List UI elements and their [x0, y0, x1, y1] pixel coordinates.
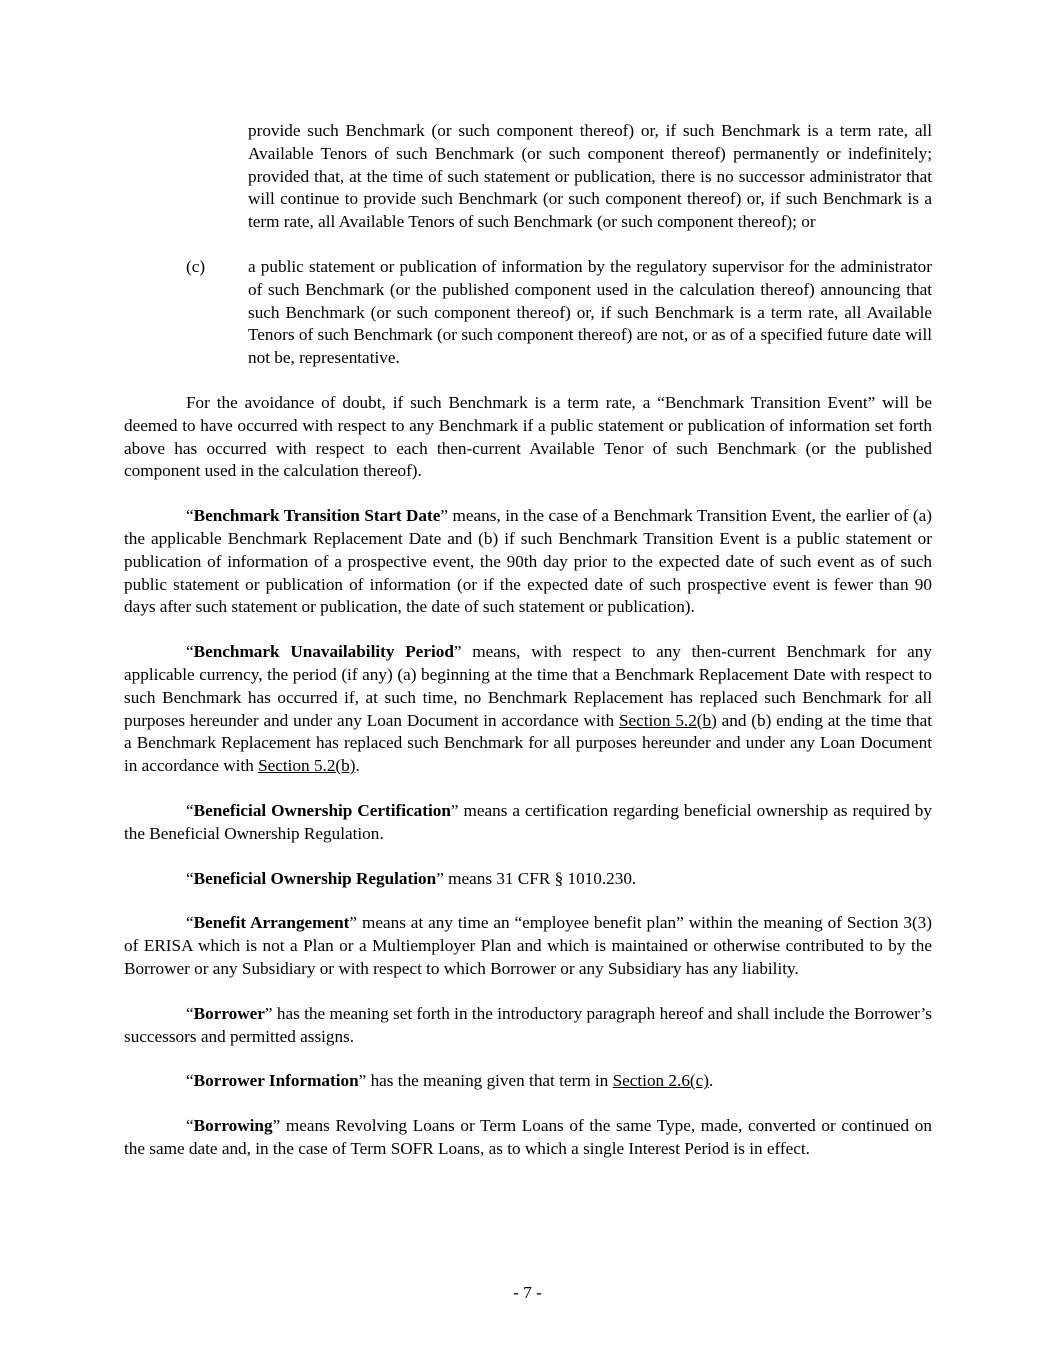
- defined-term: Borrowing: [193, 1116, 273, 1136]
- section-reference-link: Section 5.2(b): [258, 756, 356, 776]
- defined-term: Beneficial Ownership Certification: [193, 800, 451, 820]
- definition-text: ” means Revolving Loans or Term Loans of the same Type, made, converted or continued on the same date and, in the case of Term SOFR Loans, as to which a single Interest Period is in effect.: [124, 1116, 932, 1158]
- defined-term: Borrower Information: [193, 1071, 359, 1091]
- definition-benchmark-unavailability-period: “Benchmark Unavailability Period” means, with respect to any then-current Benchmark for any applicable currency, the period (if any) (a) beginning at the time that a Benchmark Replacement Date with respect to such Benchmark has occurred if, at such time, no Benchmark Replacement has replaced such Benchmark for all purposes hereunder and under any Loan Document in accordance with Section 5.2(b) and (b) ending at the time that a Benchmark Replacement has replaced such Benchmark for all purposes hereunder and under any Loan Document in accordance with Section 5.2(b).: [124, 642, 932, 776]
- defined-term: Beneficial Ownership Regulation: [193, 868, 437, 888]
- clause-c-text: a public statement or publication of information by the regulatory supervisor for the administrator of such Benchmark (or the published component used in the calculation thereof) announcing that such Benchmark (or such component thereof) or, if such Benchmark is a term rate, all Available Tenors of such Benchmark (or such component thereof) are not, or as of a specified future date will not be, representative.: [248, 256, 932, 368]
- defined-term: Benchmark Transition Start Date: [193, 506, 441, 526]
- definition-borrowing: “Borrowing” means Revolving Loans or Term Loans of the same Type, made, converted or continued on the same date and, in the case of Term SOFR Loans, as to which a single Interest Period is in effect.: [124, 1116, 932, 1158]
- definition-beneficial-ownership-regulation: “Beneficial Ownership Regulation” means 31 CFR § 1010.230.: [186, 868, 637, 888]
- avoidance-paragraph: For the avoidance of doubt, if such Benchmark is a term rate, a “Benchmark Transition Event” will be deemed to have occurred with respect to any Benchmark if a public statement or publication of information set forth above has occurred with respect to each then-current Available Tenor of such Benchmark (or the published component used in the calculation thereof).: [124, 392, 932, 481]
- definition-text: ” has the meaning given that term in: [358, 1071, 613, 1091]
- clause-c-label: (c): [186, 256, 206, 276]
- document-body: [124, 120, 932, 1161]
- definition-text: ” has the meaning set forth in the introductory paragraph hereof and shall include the Borrower’s successors and permitted assigns.: [124, 1003, 932, 1046]
- clause-c: [124, 256, 932, 370]
- definition-text: ” means, in the case of a Benchmark Transition Event, the earlier of (a) the applicable Benchmark Replacement Date and (b) if such Benchmark Transition Event is a public statement or publication of information of a prospective event, the 90th day prior to the expected date of such event as of such public statement or publication of information (or if the expected date of such prospective event is fewer than 90 days after such statement or publication, the date of such statement or publication).: [124, 506, 932, 617]
- page-number: - 7 -: [513, 1283, 542, 1302]
- definition-benchmark-transition-start-date: “Benchmark Transition Start Date” means, in the case of a Benchmark Transition Event, the earlier of (a) the applicable Benchmark Replacement Date and (b) if such Benchmark Transition Event is a public statement or publication of information of a prospective event, the 90th day prior to the expected date of such event as of such public statement or publication of information (or if the expected date of such prospective event is fewer than 90 days after such statement or publication, the date of such statement or publication).: [124, 506, 932, 617]
- definition-borrower: “Borrower” has the meaning set forth in the introductory paragraph hereof and shall include the Borrower’s successors and permitted assigns.: [124, 1003, 932, 1046]
- definition-borrower-information: “Borrower Information” has the meaning given that term in Section 2.6(c).: [186, 1071, 714, 1091]
- definition-text: ” means a certification regarding beneficial ownership as required by the Beneficial Ownership Regulation.: [124, 800, 932, 843]
- clause-b-continuation: provide such Benchmark (or such component thereof) or, if such Benchmark is a term rate, all Available Tenors of such Benchmark (or such component thereof) permanently or indefinitely; provided that, at the time of such statement or publication, there is no successor administrator that will continue to provide such Benchmark (or such component thereof) or, if such Benchmark is a term rate, all Available Tenors of such Benchmark (or such component thereof); or: [248, 121, 932, 232]
- section-reference-link: Section 5.2(b): [618, 710, 717, 730]
- defined-term: Borrower: [193, 1003, 265, 1023]
- definition-text: ” means 31 CFR § 1010.230.: [436, 868, 637, 888]
- definition-text: and (b) ending at the time that a Benchmark Replacement has replaced such Benchmark for all purposes hereunder and under any Loan Document in accordance with: [124, 710, 932, 776]
- definition-beneficial-ownership-certification: “Beneficial Ownership Certification” means a certification regarding beneficial ownership as required by the Beneficial Ownership Regulation.: [124, 800, 932, 843]
- section-reference-link: Section 2.6(c): [612, 1071, 709, 1091]
- defined-term: Benchmark Unavailability Period: [193, 642, 454, 662]
- definition-text: ” means, with respect to any then-current Benchmark for any applicable currency, the period (if any) (a) beginning at the time that a Benchmark Replacement Date with respect to such Benchmark has occurred if, at such time, no Benchmark Replacement has replaced such Benchmark for all purposes hereunder and under any Loan Document in accordance with: [124, 642, 932, 730]
- definition-benefit-arrangement: “Benefit Arrangement” means at any time an “employee benefit plan” within the meaning of Section 3(3) of ERISA which is not a Plan or a Multiemployer Plan and which is maintained or otherwise contributed to by the Borrower or any Subsidiary or with respect to which Borrower or any Subsidiary has any liability.: [124, 913, 932, 978]
- defined-term: Benefit Arrangement: [193, 913, 350, 933]
- definition-text: ” means at any time an “employee benefit plan” within the meaning of Section 3(3) of ERISA which is not a Plan or a Multiemployer Plan and which is maintained or otherwise contributed to by the Borrower or any Subsidiary or with respect to which Borrower or any Subsidiary has any liability.: [124, 913, 932, 978]
